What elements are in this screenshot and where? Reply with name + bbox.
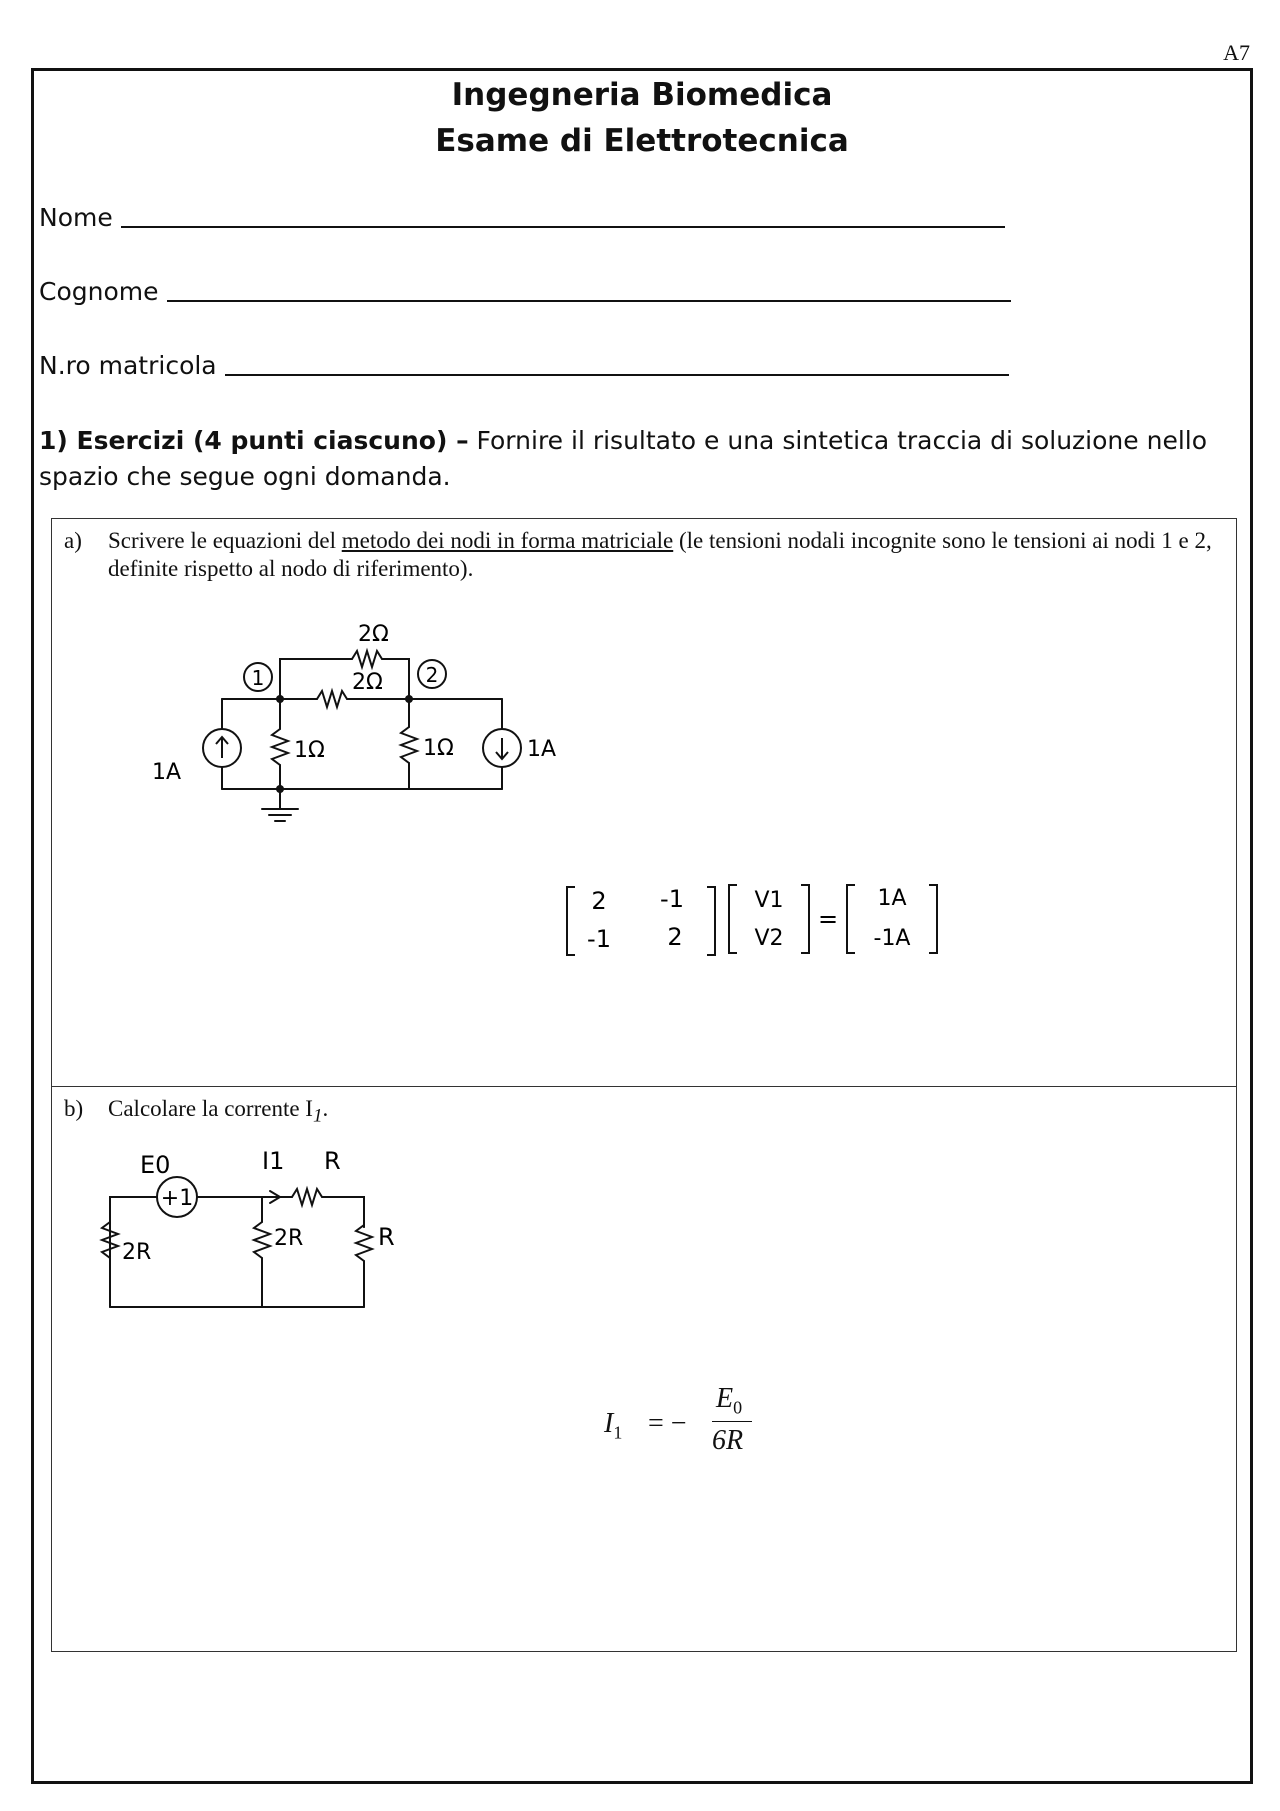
r-top-outer-label: 2Ω — [358, 622, 389, 647]
node-dot-2 — [405, 695, 413, 703]
node-dot-1 — [276, 695, 284, 703]
exam-sheet — [31, 68, 1253, 1784]
fraction-bar — [712, 1421, 752, 1422]
current-i1-label: I1 — [262, 1147, 285, 1175]
node-dot-ground — [276, 785, 284, 793]
matricola-line[interactable] — [225, 372, 1009, 376]
vector-v2: V2 — [754, 926, 784, 951]
circuit-a-diagram — [112, 619, 557, 859]
matrix-a11: 2 — [591, 887, 607, 915]
r-left-b-label: 2R — [122, 1240, 152, 1265]
answer-b-lhs-sub: 1 — [613, 1422, 623, 1443]
matrix-a21: -1 — [587, 925, 611, 953]
section-heading: 1) Esercizi (4 punti ciascuno) – — [39, 426, 469, 455]
source-e0-label: E0 — [140, 1151, 171, 1179]
name-label: Nome — [39, 203, 113, 232]
equals-sign-a: = — [817, 905, 839, 933]
vector-v1: V1 — [754, 888, 784, 913]
current-source-right-icon — [483, 729, 521, 767]
exercise-a-underlined: metodo dei nodi in forma matriciale — [341, 528, 674, 553]
answer-b-denominator: 6R — [712, 1425, 744, 1456]
exercise-b-text-end: . — [322, 1096, 329, 1121]
current-source-left-icon — [203, 729, 241, 767]
matricola-label: N.ro matricola — [39, 351, 217, 380]
name-field[interactable] — [39, 203, 1005, 232]
exercise-a-letter: a) — [64, 528, 82, 553]
matrix-equation-a — [557, 869, 977, 969]
answer-b-numerator: E — [716, 1383, 734, 1414]
source-left-label: 1A — [152, 760, 182, 785]
surname-label: Cognome — [39, 277, 159, 306]
page-code: A7 — [1223, 40, 1250, 65]
course-title: Ingegneria Biomedica — [451, 77, 833, 113]
name-line[interactable] — [121, 224, 1005, 228]
section-instructions — [39, 423, 1239, 495]
exercise-b-box — [51, 1086, 1237, 1652]
node-1-label: 1 — [251, 666, 265, 690]
answer-b-equals: = − — [648, 1408, 687, 1439]
exercise-b-question — [64, 1095, 1224, 1131]
node-2-label: 2 — [425, 663, 439, 687]
matricola-field[interactable] — [39, 351, 1009, 380]
voltage-source-sign: +1 — [160, 1186, 194, 1211]
exercise-b-sub: 1 — [312, 1105, 323, 1127]
section-text: Fornire il risultato e una sintetica traccia di soluzione nello spazio che segue ogni domanda. — [39, 426, 1208, 491]
r-top-b-label: R — [324, 1147, 341, 1175]
circuit-b-diagram — [102, 1147, 442, 1337]
vector-b2: -1A — [873, 926, 911, 951]
r-right-label: 1Ω — [423, 736, 454, 761]
matrix-a12: -1 — [660, 885, 684, 913]
matrix-a22: 2 — [667, 923, 683, 951]
exercise-a-text-before: Scrivere le equazioni del — [108, 528, 342, 553]
answer-b-numerator-sub: 0 — [733, 1397, 743, 1418]
answer-b-formula — [604, 1383, 804, 1463]
r-right-b-label: R — [378, 1223, 395, 1251]
answer-b-lhs: I — [604, 1408, 614, 1439]
exercise-b-text: Calcolare la corrente I — [108, 1096, 313, 1121]
exercise-b-letter: b) — [64, 1096, 84, 1121]
voltage-source-icon — [157, 1177, 197, 1217]
r-left-label: 1Ω — [294, 738, 325, 763]
surname-line[interactable] — [167, 298, 1011, 302]
surname-field[interactable] — [39, 277, 1011, 306]
exercise-a-box — [51, 518, 1237, 1087]
exercise-a-text-after: (le tensioni nodali incognite sono le tensioni ai nodi 1 e 2, definite rispetto al nodo di riferimento). — [108, 528, 1212, 581]
exam-title: Esame di Elettrotecnica — [435, 123, 849, 159]
r-mid-b-label: 2R — [274, 1226, 304, 1251]
r-top-inner-label: 2Ω — [352, 670, 383, 695]
vector-b1: 1A — [877, 886, 907, 911]
exercise-a-question — [64, 527, 1224, 583]
source-right-label: 1A — [527, 737, 557, 762]
